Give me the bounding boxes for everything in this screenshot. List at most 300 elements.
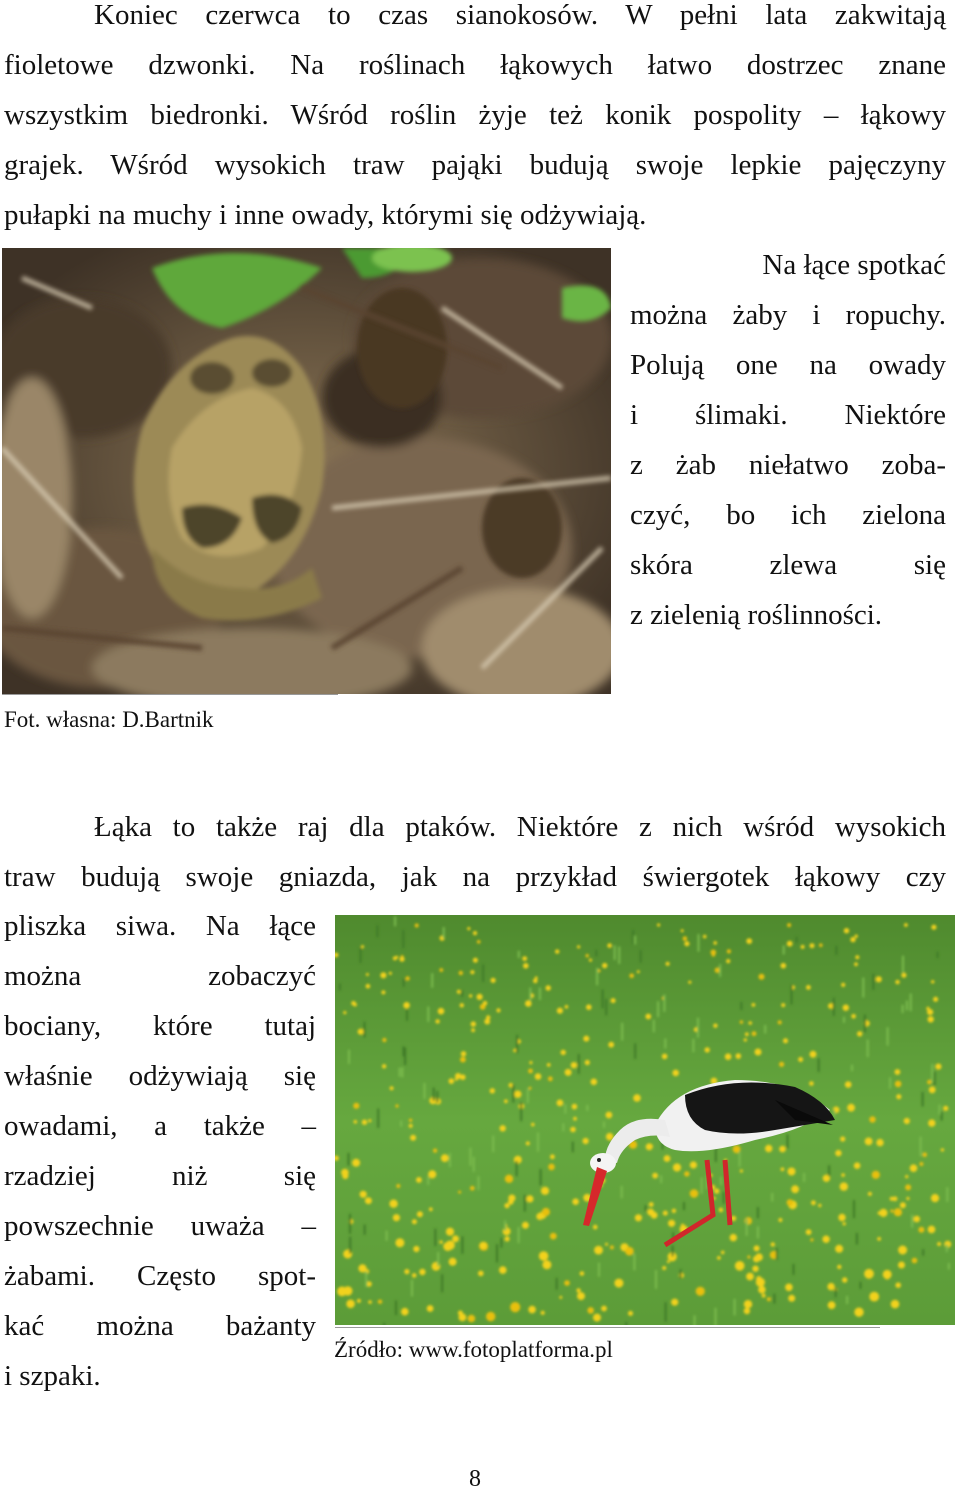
dandelion-dot <box>672 1209 676 1213</box>
dandelion-dot <box>735 1261 745 1271</box>
dandelion-dot <box>759 974 765 980</box>
dandelion-dot <box>606 1112 613 1119</box>
dandelion-dot <box>721 1251 725 1255</box>
grass-blade <box>860 1282 862 1289</box>
dandelion-dot <box>504 1099 508 1103</box>
dandelion-dot <box>762 1294 766 1298</box>
grass-blade <box>672 1246 674 1257</box>
grass-blade <box>520 1102 522 1121</box>
dandelion-dot <box>719 1208 724 1213</box>
dandelion-dot <box>514 1156 522 1164</box>
grass-blade <box>633 1254 635 1271</box>
grass-blade <box>922 1092 924 1107</box>
dandelion-dot <box>469 994 472 997</box>
grass-blade <box>578 1054 580 1074</box>
dandelion-dot <box>496 1008 500 1012</box>
text-line: Koniec czerwca to czas sianokosów. W pełni lata zakwitają <box>94 0 946 31</box>
dandelion-dot <box>725 1053 732 1060</box>
dandelion-dot <box>461 1051 466 1056</box>
dandelion-dot <box>740 1020 743 1023</box>
dandelion-dot <box>594 1246 603 1255</box>
grass-blade <box>937 952 939 958</box>
text-line: Na łące spotkać <box>762 249 946 281</box>
grass-blade <box>692 1039 694 1052</box>
grass-blade <box>376 925 378 937</box>
dandelion-dot <box>904 1118 910 1124</box>
dandelion-dot <box>806 1229 812 1235</box>
dandelion-dot <box>504 1203 509 1208</box>
grass-blade <box>906 1001 908 1011</box>
grass-blade <box>411 1280 413 1297</box>
text-line: pułapki na muchy i inne owady, którymi się odżywiają. <box>4 199 647 231</box>
grass-blade <box>596 968 598 985</box>
grass-blade <box>867 1040 869 1058</box>
dandelion-dot <box>404 1269 409 1274</box>
dandelion-dot <box>467 927 470 930</box>
text-line: i ślimaki. Niektóre <box>630 399 946 431</box>
dandelion-dot <box>499 1266 507 1274</box>
grass-blade <box>734 1299 736 1316</box>
dandelion-dot <box>378 1300 382 1304</box>
dandelion-dot <box>905 1184 911 1190</box>
dandelion-dot <box>840 1182 848 1190</box>
dandelion-dot <box>555 949 559 953</box>
dandelion-dot <box>684 1171 689 1176</box>
dandelion-dot <box>864 1269 874 1279</box>
dandelion-dot <box>851 1014 856 1019</box>
grass-blade <box>680 1269 682 1278</box>
dandelion-dot <box>470 1186 475 1191</box>
dandelion-dot <box>895 980 899 984</box>
dandelion-dot <box>893 1196 898 1201</box>
dandelion-dot <box>931 925 936 930</box>
grass-blade <box>441 1274 443 1292</box>
dandelion-dot <box>781 963 787 969</box>
grass-blade <box>562 1123 564 1131</box>
dandelion-dot <box>473 931 477 935</box>
dandelion-dot <box>629 974 634 979</box>
grass-blade <box>787 1134 789 1148</box>
grass-blade <box>431 973 433 988</box>
dandelion-dot <box>445 1241 454 1250</box>
grass-blade <box>796 937 798 943</box>
dandelion-dot <box>628 1311 633 1316</box>
grass-blade <box>461 990 463 997</box>
dandelion-dot <box>895 1282 901 1288</box>
dandelion-dot <box>890 1209 893 1212</box>
dandelion-dot <box>740 1169 743 1172</box>
dandelion-dot <box>410 1135 416 1141</box>
dandelion-dot <box>730 1234 737 1241</box>
dandelion-dot <box>788 1295 795 1302</box>
dandelion-dot <box>452 1235 459 1242</box>
dandelion-dot <box>399 957 404 962</box>
dandelion-dot <box>664 1155 671 1162</box>
dandelion-dot <box>480 1242 487 1249</box>
dandelion-dot <box>879 1209 887 1217</box>
dandelion-dot <box>662 1054 668 1060</box>
dandelion-dot <box>471 1028 475 1032</box>
dandelion-dot <box>771 1242 775 1246</box>
text-line: z zielenią roślinności. <box>630 599 883 631</box>
dandelion-dot <box>525 1000 532 1007</box>
dandelion-dot <box>810 943 815 948</box>
dandelion-dot <box>343 1011 346 1014</box>
dandelion-dot <box>541 1311 545 1315</box>
dandelion-dot <box>671 1299 678 1306</box>
dandelion-dot <box>583 1138 589 1144</box>
photo-caption-frog: Fot. własna: D.Bartnik <box>4 707 214 732</box>
grass-blade <box>739 1152 741 1167</box>
dandelion-dot <box>395 1238 404 1247</box>
dandelion-dot <box>528 1306 536 1314</box>
dandelion-dot <box>688 981 691 984</box>
dandelion-dot <box>736 1053 742 1059</box>
dandelion-dot <box>801 945 805 949</box>
stork-photo <box>335 915 955 1325</box>
dandelion-dot <box>811 1200 816 1205</box>
dandelion-dot <box>885 1274 890 1279</box>
dandelion-dot <box>362 1120 367 1125</box>
grass-blade <box>723 1192 725 1204</box>
grass-blade <box>634 1043 636 1059</box>
dandelion-dot <box>535 1073 542 1080</box>
dandelion-dot <box>822 1236 829 1243</box>
dandelion-dot <box>910 1164 918 1172</box>
text-line: wszystkim biedronki. Wśród roślin żyje też konik pospolity – łąkowy <box>4 99 946 131</box>
dandelion-dot <box>536 1213 543 1220</box>
paragraph-birds <box>4 802 946 902</box>
dandelion-dot <box>503 1227 511 1235</box>
dandelion-dot <box>744 1217 752 1225</box>
dandelion-dot <box>895 1069 901 1075</box>
grass-blade <box>757 1207 759 1218</box>
dandelion-dot <box>663 1211 668 1216</box>
grass-blade <box>621 1023 623 1041</box>
dandelion-dot <box>395 1104 398 1107</box>
dandelion-dot <box>681 929 684 932</box>
dandelion-dot <box>514 1091 521 1098</box>
dandelion-dot <box>857 1031 862 1036</box>
dandelion-dot <box>855 935 858 938</box>
grass-blade <box>660 1175 662 1183</box>
dandelion-dot <box>647 1209 654 1216</box>
dandelion-dot <box>752 1031 757 1036</box>
dandelion-dot <box>593 1225 598 1230</box>
dandelion-dot <box>539 1251 549 1261</box>
dandelion-dot <box>891 1300 900 1309</box>
grass-blade <box>862 978 864 998</box>
dandelion-dot <box>365 1197 372 1204</box>
grass-blade <box>922 1249 924 1256</box>
dandelion-dot <box>810 1051 817 1058</box>
dandelion-dot <box>583 1036 589 1042</box>
text-line: z żab niełatwo zoba- <box>630 449 946 481</box>
dandelion-dot <box>357 1299 361 1303</box>
dandelion-dot <box>869 1116 875 1122</box>
dandelion-dot <box>458 1191 461 1194</box>
grass-blade <box>931 1064 933 1083</box>
dandelion-dot <box>778 1020 782 1024</box>
dandelion-dot <box>571 1062 577 1068</box>
text-line: właśnie odżywiają się <box>4 1060 316 1092</box>
dandelion-dot <box>415 924 419 928</box>
grass-blade <box>572 1142 574 1153</box>
dandelion-dot <box>633 1094 641 1102</box>
dandelion-dot <box>705 1047 710 1052</box>
dandelion-dot <box>857 1309 861 1313</box>
dandelion-dot <box>382 1038 386 1042</box>
grass-blade <box>621 1186 623 1198</box>
grass-blade <box>469 1148 471 1166</box>
dandelion-dot <box>405 976 409 980</box>
dandelion-dot <box>854 962 858 966</box>
grass-blade <box>406 1010 408 1021</box>
dandelion-dot <box>500 1125 506 1131</box>
dandelion-dot <box>845 1081 852 1088</box>
dandelion-dot <box>564 1280 570 1286</box>
grass-blade <box>771 1193 773 1201</box>
dandelion-dot <box>368 1119 371 1122</box>
grass-blade <box>773 1294 775 1304</box>
grass-blade <box>614 945 616 960</box>
dandelion-dot <box>416 1177 422 1183</box>
grass-blade <box>598 1263 600 1277</box>
dandelion-dot <box>747 1255 750 1258</box>
dandelion-dot <box>850 937 855 942</box>
dandelion-dot <box>342 1173 348 1179</box>
dandelion-dot <box>449 1078 455 1084</box>
grass-blade <box>518 951 520 958</box>
dandelion-dot <box>868 1192 872 1196</box>
dandelion-dot <box>765 1145 772 1152</box>
grass-blade <box>833 998 835 1016</box>
grass-blade <box>757 1226 759 1238</box>
dandelion-dot <box>928 1016 934 1022</box>
grass-blade <box>818 1058 820 1072</box>
dandelion-dot <box>533 979 538 984</box>
dandelion-dot <box>486 1015 490 1019</box>
dandelion-dot <box>787 1199 794 1206</box>
dandelion-dot <box>366 973 369 976</box>
dandelion-dot <box>919 1162 923 1166</box>
grass-blade <box>402 930 404 948</box>
photo-caption-stork: Źródło: www.fotoplatforma.pl <box>334 1337 613 1362</box>
grass-blade <box>776 1248 778 1260</box>
dandelion-dot <box>608 1042 614 1048</box>
dandelion-dot <box>752 1266 758 1272</box>
dandelion-dot <box>918 1227 924 1233</box>
dandelion-dot <box>547 1063 551 1067</box>
dandelion-dot <box>798 1057 803 1062</box>
dandelion-dot <box>854 1162 861 1169</box>
grass-blade <box>618 947 620 964</box>
grass-blade <box>360 948 362 964</box>
dandelion-dot <box>787 923 791 927</box>
dandelion-dot <box>586 954 589 957</box>
dandelion-dot <box>712 953 716 957</box>
grass-blade <box>527 1088 529 1103</box>
dandelion-dot <box>417 1211 423 1217</box>
dandelion-dot <box>906 1197 909 1200</box>
dandelion-dot <box>573 1117 577 1121</box>
grass-blade <box>364 1022 366 1038</box>
dandelion-dot <box>470 970 474 974</box>
grass-blade <box>701 1178 703 1194</box>
dandelion-dot <box>713 941 717 945</box>
dandelion-dot <box>667 1260 670 1263</box>
dandelion-dot <box>611 998 616 1003</box>
dandelion-dot <box>446 1228 454 1236</box>
grass-blade <box>833 1110 835 1117</box>
grass-blade <box>851 1065 853 1072</box>
grass-blade <box>634 936 636 945</box>
grass-blade <box>835 946 837 955</box>
dandelion-dot <box>403 1002 410 1009</box>
grass-blade <box>377 1109 379 1128</box>
dandelion-dot <box>673 1163 681 1171</box>
dandelion-dot <box>490 1088 495 1093</box>
dandelion-dot <box>758 1286 766 1294</box>
grass-blade <box>645 1205 647 1211</box>
dandelion-dot <box>895 1081 902 1088</box>
dandelion-dot <box>744 1038 747 1041</box>
dandelion-dot <box>841 983 845 987</box>
dandelion-dot <box>869 1292 879 1302</box>
dandelion-dot <box>781 1003 785 1007</box>
dandelion-dot <box>531 1123 535 1127</box>
dandelion-dot <box>401 1308 409 1316</box>
dandelion-dot <box>353 1003 357 1007</box>
dandelion-dot <box>354 1120 358 1124</box>
grass-blade <box>348 1153 350 1166</box>
dandelion-dot <box>703 935 707 939</box>
dandelion-dot <box>690 1189 699 1198</box>
dandelion-dot <box>526 1195 533 1202</box>
grass-blade <box>694 1315 696 1325</box>
grass-blade <box>856 1233 858 1245</box>
dandelion-dot <box>752 1003 756 1007</box>
dandelion-dot <box>931 1194 939 1202</box>
grass-blade <box>846 1296 848 1304</box>
dandelion-dot <box>894 1208 902 1216</box>
grass-blade <box>715 1308 717 1325</box>
dandelion-dot <box>855 955 859 959</box>
dandelion-dot <box>570 1127 576 1133</box>
grass-blade <box>348 1050 350 1064</box>
grass-blade <box>434 1229 436 1246</box>
dandelion-dot <box>522 1222 529 1229</box>
dandelion-dot <box>927 1080 932 1085</box>
dandelion-dot <box>605 1243 608 1246</box>
dandelion-dot <box>785 1284 793 1292</box>
grass-blade <box>941 1112 943 1121</box>
grass-blade <box>437 1252 439 1266</box>
dandelion-dot <box>791 1185 799 1193</box>
grass-blade <box>482 964 484 982</box>
dandelion-dot <box>439 968 443 972</box>
dandelion-dot <box>459 971 463 975</box>
dandelion-dot <box>557 1100 564 1107</box>
grass-blade <box>524 1195 526 1212</box>
dandelion-dot <box>610 1245 614 1249</box>
dandelion-dot <box>561 1050 566 1055</box>
dandelion-dot <box>473 958 478 963</box>
dandelion-dot <box>449 1258 457 1266</box>
dandelion-dot <box>865 1138 873 1146</box>
text-line: kać można bażanty <box>4 1310 316 1342</box>
dandelion-dot <box>943 1106 948 1111</box>
grass-blade <box>902 1005 904 1013</box>
grass-blade <box>529 988 531 1001</box>
dandelion-dot <box>746 938 752 944</box>
dandelion-dot <box>843 1222 846 1225</box>
dandelion-dot <box>779 1062 784 1067</box>
text-line: rzadziej niż się <box>4 1160 316 1192</box>
grass-blade <box>500 1238 502 1248</box>
dandelion-dot <box>542 1260 551 1269</box>
dandelion-dot <box>360 1191 367 1198</box>
text-line: fioletowe dzwonki. Na roślinach łąkowych łatwo dostrzec znane <box>4 49 946 81</box>
text-line: grajek. Wśród wysokich traw pająki budują swoje lepkie pajęczyny <box>4 149 946 181</box>
dandelion-dot <box>714 1188 719 1193</box>
dandelion-dot <box>353 1103 359 1109</box>
grass-blade <box>920 1137 922 1157</box>
dandelion-dot <box>577 1292 585 1300</box>
grass-blade <box>948 1263 950 1270</box>
text-line: bociany, które tutaj <box>4 1010 316 1042</box>
grass-blade <box>537 1133 539 1152</box>
dandelion-dot <box>478 1271 484 1277</box>
grass-blade <box>602 989 604 1008</box>
dandelion-dot <box>486 1312 495 1321</box>
dandelion-dot <box>458 1311 463 1316</box>
grass-blade <box>605 999 607 1016</box>
grass-blade <box>740 1002 742 1010</box>
grass-blade <box>492 1136 494 1153</box>
dandelion-dot <box>429 1207 433 1211</box>
dandelion-dot <box>585 1060 590 1065</box>
text-line: można żaby i ropuchy. <box>630 299 946 331</box>
dandelion-dot <box>419 1269 425 1275</box>
grass-blade <box>339 984 341 991</box>
dandelion-dot <box>409 1124 413 1128</box>
grass-blade <box>449 1153 451 1167</box>
dandelion-dot <box>827 1283 834 1290</box>
dandelion-dot <box>471 1021 476 1026</box>
grass-blade <box>657 1001 659 1017</box>
grass-blade <box>512 1085 514 1103</box>
grass-blade <box>556 1278 558 1290</box>
grass-blade <box>349 1237 351 1254</box>
dandelion-dot <box>413 1246 419 1252</box>
dandelion-dot <box>748 1021 752 1025</box>
grass-blade <box>399 1068 401 1077</box>
dandelion-dot <box>927 1009 933 1015</box>
dandelion-dot <box>572 1104 578 1110</box>
page-number: 8 <box>469 1466 481 1492</box>
grass-blade <box>364 1225 366 1235</box>
grass-blade <box>698 934 700 952</box>
grass-blade <box>843 1017 845 1023</box>
dandelion-dot <box>380 972 386 978</box>
grass-blade <box>934 1072 936 1086</box>
dandelion-dot <box>523 963 529 969</box>
text-line: skóra zlewa się <box>630 549 946 581</box>
dandelion-dot <box>412 1219 417 1224</box>
grass-blade <box>401 1067 403 1077</box>
dandelion-dot <box>668 1220 675 1227</box>
